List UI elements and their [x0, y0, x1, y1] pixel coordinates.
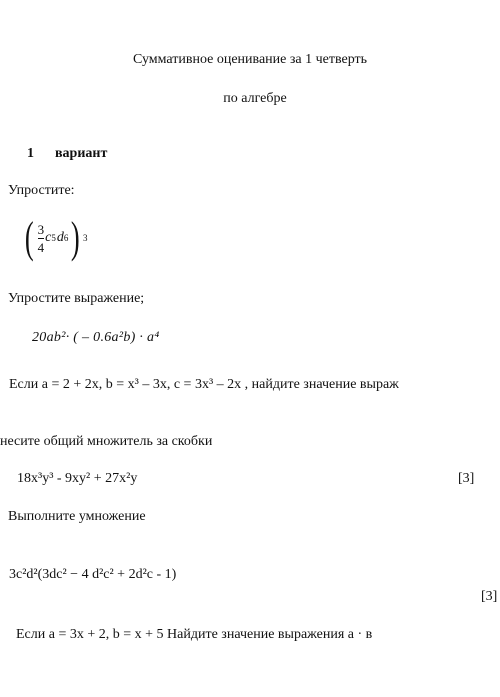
task3-expression: Если a = 2 + 2x, b = x³ – 3x, c = 3x³ – 2x , найдите значение выраж: [9, 377, 399, 392]
task5-prompt: Выполните умножение: [8, 509, 146, 524]
task1-frac-num: 3: [37, 221, 45, 237]
task1-prompt: Упростите:: [8, 183, 75, 198]
task4-expression: 18x³y³ - 9xy² + 27x²y: [17, 471, 138, 486]
task2-prompt: Упростите выражение;: [8, 291, 145, 306]
task1-var-c: c: [45, 230, 52, 245]
task1-right-paren: ): [71, 213, 81, 262]
task1-frac-den: 4: [37, 239, 45, 255]
task1-var-d: d: [56, 230, 64, 245]
variant-heading: [27, 146, 107, 162]
task1-left-paren: (: [24, 213, 34, 262]
variant-label: вариант: [55, 146, 108, 161]
task4-prompt: несите общий множитель за скобки: [0, 434, 213, 449]
variant-number: 1: [27, 146, 34, 161]
task1-fraction: [38, 222, 45, 255]
task1-expression: ( $\frac{3}{4}$ c 5 d 6 ) 3: [24, 213, 88, 262]
header-line-2: по алгебре: [223, 91, 287, 106]
task5-mark: [3]: [481, 589, 498, 604]
task5-expression: 3c²d²(3dc² − 4 d²c² + 2d²c - 1): [9, 567, 177, 582]
task4-mark: [3]: [458, 471, 475, 486]
task2-expression: 20ab²· ( – 0.6a²b) · a⁴: [32, 330, 160, 345]
header-line-1: Суммативное оценивание за 1 четверть: [132, 52, 368, 67]
task6-expression: Если a = 3x + 2, b = x + 5 Найдите значение выражения a · в: [16, 627, 373, 642]
